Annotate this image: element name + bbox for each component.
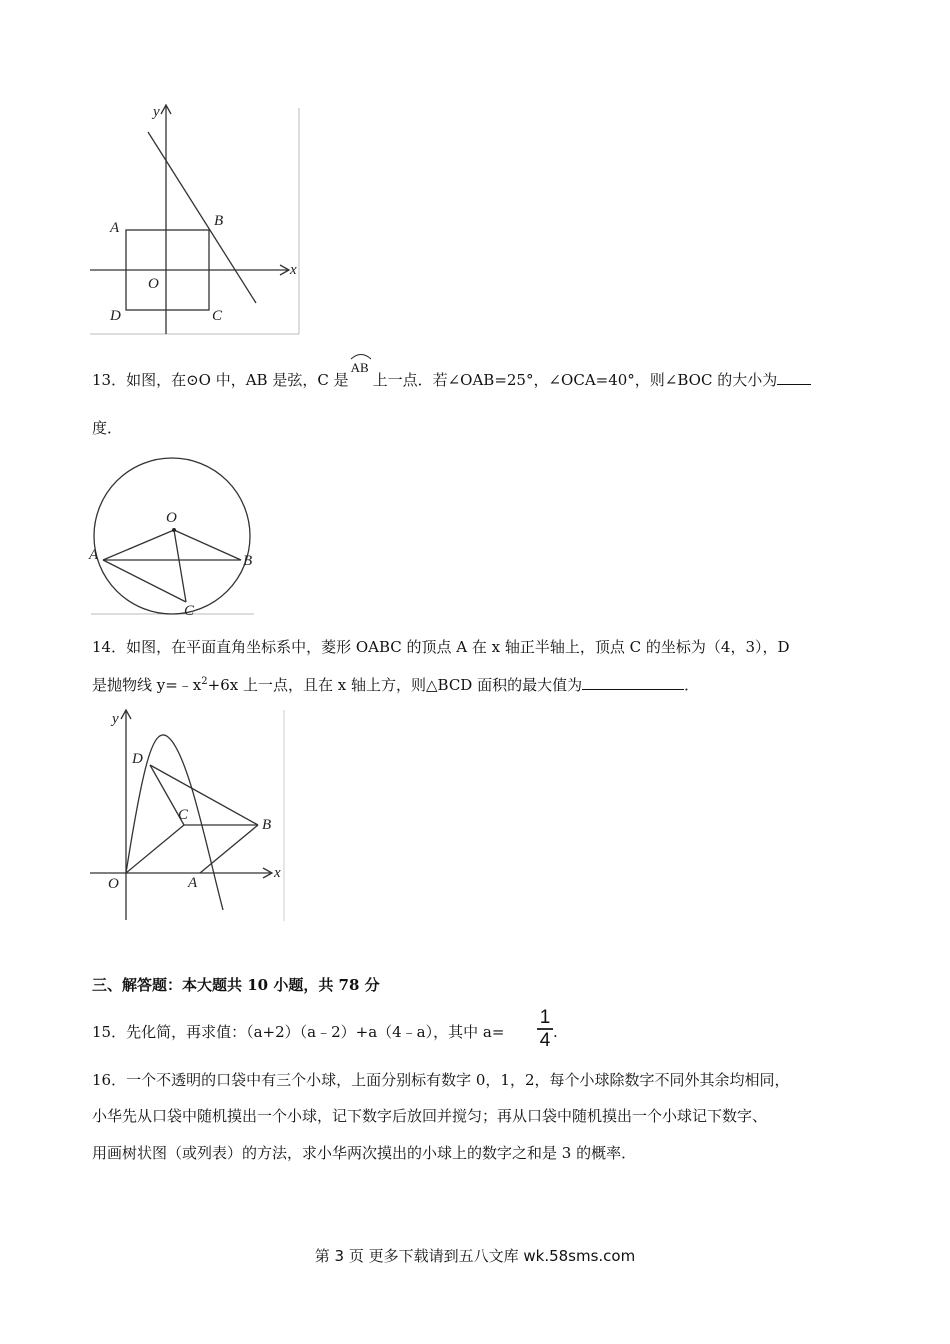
x-axis-label: x <box>290 262 297 278</box>
y-axis-label: y <box>153 104 160 120</box>
question-16-line2: 小华先从口袋中随机摸出一个小球，记下数字后放回并搅匀；再从口袋中随机摸出一个小球记下数字、 <box>92 1107 768 1125</box>
figure-parabola-rhombus <box>88 705 288 925</box>
question-14-line2 <box>92 675 699 695</box>
circle-label-a: A <box>89 547 99 563</box>
q15-end: . <box>553 1023 558 1041</box>
page-footer: 第 3 页 更多下载请到五八文库 wk.58sms.com <box>314 1247 636 1265</box>
q14-exponent: 2 <box>201 676 208 687</box>
circle-label-c: C <box>184 603 195 617</box>
circle-label-b: B <box>243 553 253 569</box>
q14-equation-part2: +6x 上一点，且在 x 轴上方，则△BCD 面积的最大值为 <box>207 676 583 694</box>
q14-equation-part1: 是抛物线 y=﹣x <box>92 676 202 694</box>
fraction-one-quarter <box>537 1008 553 1050</box>
q13-text-part2: 上一点．若∠OAB=25°，∠OCA=40°，则∠BOC 的大小为 <box>372 371 778 389</box>
fraction-numerator: 1 <box>539 1007 551 1028</box>
question-14-line1: 14．如图，在平面直角坐标系中，菱形 OABC 的顶点 A 在 x 轴正半轴上，顶点 C 的坐标为（4，3），D <box>92 638 790 656</box>
parabola-x-axis-label: x <box>274 865 281 881</box>
point-label-o: O <box>148 276 159 292</box>
fraction-denominator: 4 <box>539 1030 551 1051</box>
point-label-a: A <box>110 220 120 236</box>
arc-cap-icon <box>350 352 372 360</box>
question-13 <box>92 360 811 390</box>
figure-circle <box>88 455 258 617</box>
parabola-y-axis-label: y <box>112 711 119 727</box>
point-label-b: B <box>214 213 224 229</box>
parabola-label-b: B <box>262 817 272 833</box>
arc-notation <box>349 360 373 390</box>
q15-text: 15．先化简，再求值：（a+2）（a﹣2）+a（4﹣a），其中 a= <box>92 1023 505 1041</box>
parabola-label-d: D <box>132 751 143 767</box>
parabola-label-c: C <box>178 807 189 823</box>
q13-text-part3: 度． <box>92 419 123 437</box>
point-label-c: C <box>212 308 223 324</box>
question-16-line1: 16．一个不透明的口袋中有三个小球，上面分别标有数字 0，1，2，每个小球除数字不同外其余均相同， <box>92 1071 790 1089</box>
arc-ab-label: AB <box>350 360 369 375</box>
question-16-line3: 用画树状图（或列表）的方法，求小华两次摸出的小球上的数字之和是 3 的概率． <box>92 1144 637 1162</box>
q14-period: ． <box>684 676 700 694</box>
figure-square-line <box>90 100 302 336</box>
point-label-d: D <box>110 308 121 324</box>
parabola-label-o: O <box>108 876 119 892</box>
answer-blank-14 <box>582 675 684 690</box>
answer-blank-13 <box>777 370 811 385</box>
question-15 <box>92 1022 504 1042</box>
section-3-heading: 三、解答题：本大题共 10 小题，共 78 分 <box>92 976 380 994</box>
parabola-label-a: A <box>188 875 198 891</box>
q13-text-part1: 13．如图，在⊙O 中，AB 是弦，C 是 <box>92 371 349 389</box>
circle-label-o: O <box>166 510 177 526</box>
